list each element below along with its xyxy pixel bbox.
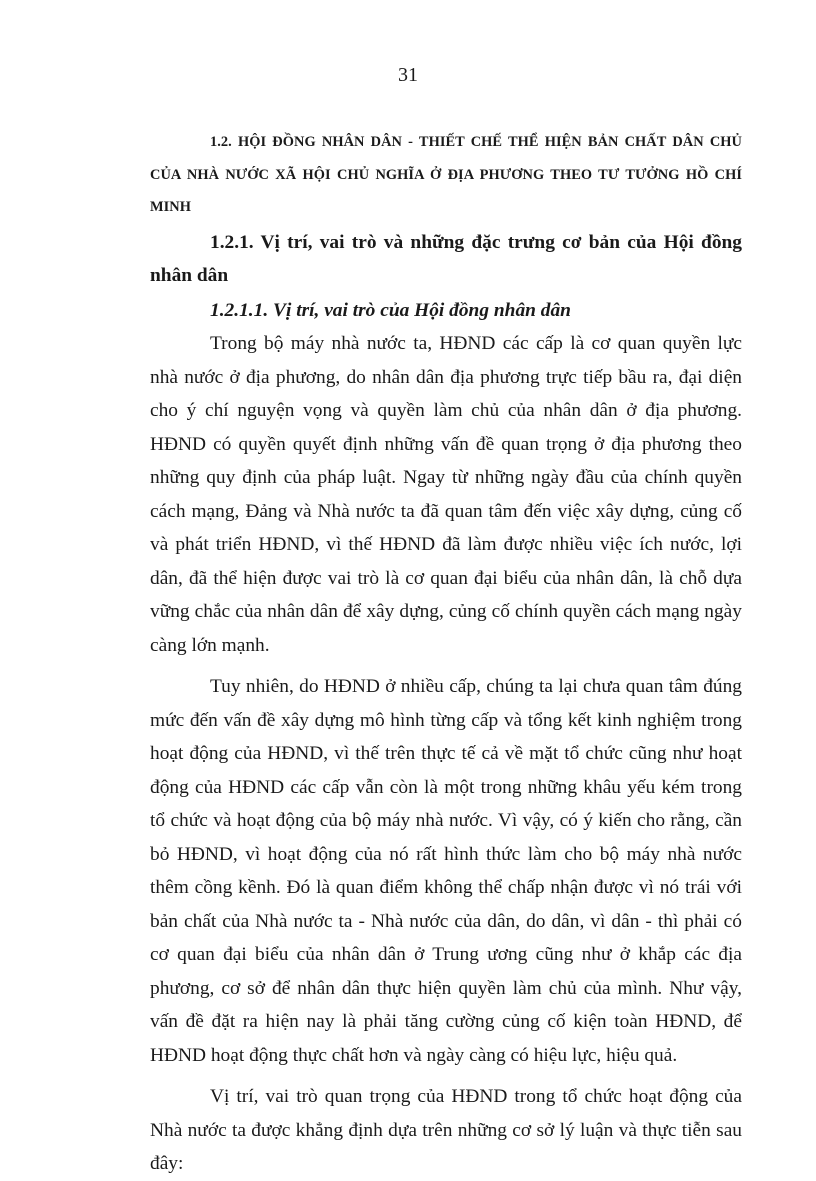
page-number: 31 [398,64,418,86]
section-heading: 1.2. HỘI ĐỒNG NHÂN DÂN - THIẾT CHẾ THỂ HIỆN BẢN CHẤT DÂN CHỦ CỦA NHÀ NƯỚC XÃ HỘI CHỦ NGHĨA Ở ĐỊA PHƯƠNG THEO TƯ TƯỞNG HỒ CHÍ MINH [150,134,742,216]
document-body [150,126,742,1181]
paragraph-3: Vị trí, vai trò quan trọng của HĐND trong tổ chức hoạt động của Nhà nước ta được khẳng định dựa trên những cơ sở lý luận và thực tiễn sau đây: [150,1086,742,1175]
subsubsection-heading: 1.2.1.1. Vị trí, vai trò của Hội đồng nhân dân [210,299,571,321]
paragraph-2: Tuy nhiên, do HĐND ở nhiều cấp, chúng ta lại chưa quan tâm đúng mức đến vấn đề xây dựng mô hình từng cấp và tổng kết kinh nghiệm trong hoạt động của HĐND, vì thế trên thực tế cả về mặt tổ chức cũng như hoạt động của HĐND các cấp vẫn còn là một trong những khâu yếu kém trong tổ chức và hoạt động của bộ máy nhà nước. Vì vậy, có ý kiến cho rằng, cần bỏ HĐND, vì hoạt động của nó rất hình thức làm cho bộ máy nhà nước thêm cồng kềnh. Đó là quan điểm không thể chấp nhận được vì nó trái với bản chất của Nhà nước ta - Nhà nước của dân, do dân, vì dân - thì phải có cơ quan đại biểu của nhân dân ở Trung ương cũng như ở khắp các địa phương, cơ sở để nhân dân thực hiện quyền làm chủ của mình. Như vậy, vấn đề đặt ra hiện nay là phải tăng cường củng cố kiện toàn HĐND, để HĐND hoạt động thực chất hơn và ngày càng có hiệu lực, hiệu quả. [150,676,742,1066]
paragraph-1: Trong bộ máy nhà nước ta, HĐND các cấp là cơ quan quyền lực nhà nước ở địa phương, do nhân dân địa phương trực tiếp bầu ra, đại diện cho ý chí nguyện vọng và quyền làm chủ của nhân dân ở địa phương. HĐND có quyền quyết định những vấn đề quan trọng ở địa phương theo những quy định của pháp luật. Ngay từ những ngày đầu của chính quyền cách mạng, Đảng và Nhà nước ta đã quan tâm đến việc xây dựng, củng cố và phát triển HĐND, vì thế HĐND đã làm được nhiều việc ích nước, lợi dân, đã thể hiện được vai trò là cơ quan đại biểu của nhân dân, là chỗ dựa vững chắc của nhân dân để xây dựng, củng cố chính quyền cách mạng ngày càng lớn mạnh. [150,333,742,656]
subsection-heading: 1.2.1. Vị trí, vai trò và những đặc trưng cơ bản của Hội đồng nhân dân [150,231,742,287]
